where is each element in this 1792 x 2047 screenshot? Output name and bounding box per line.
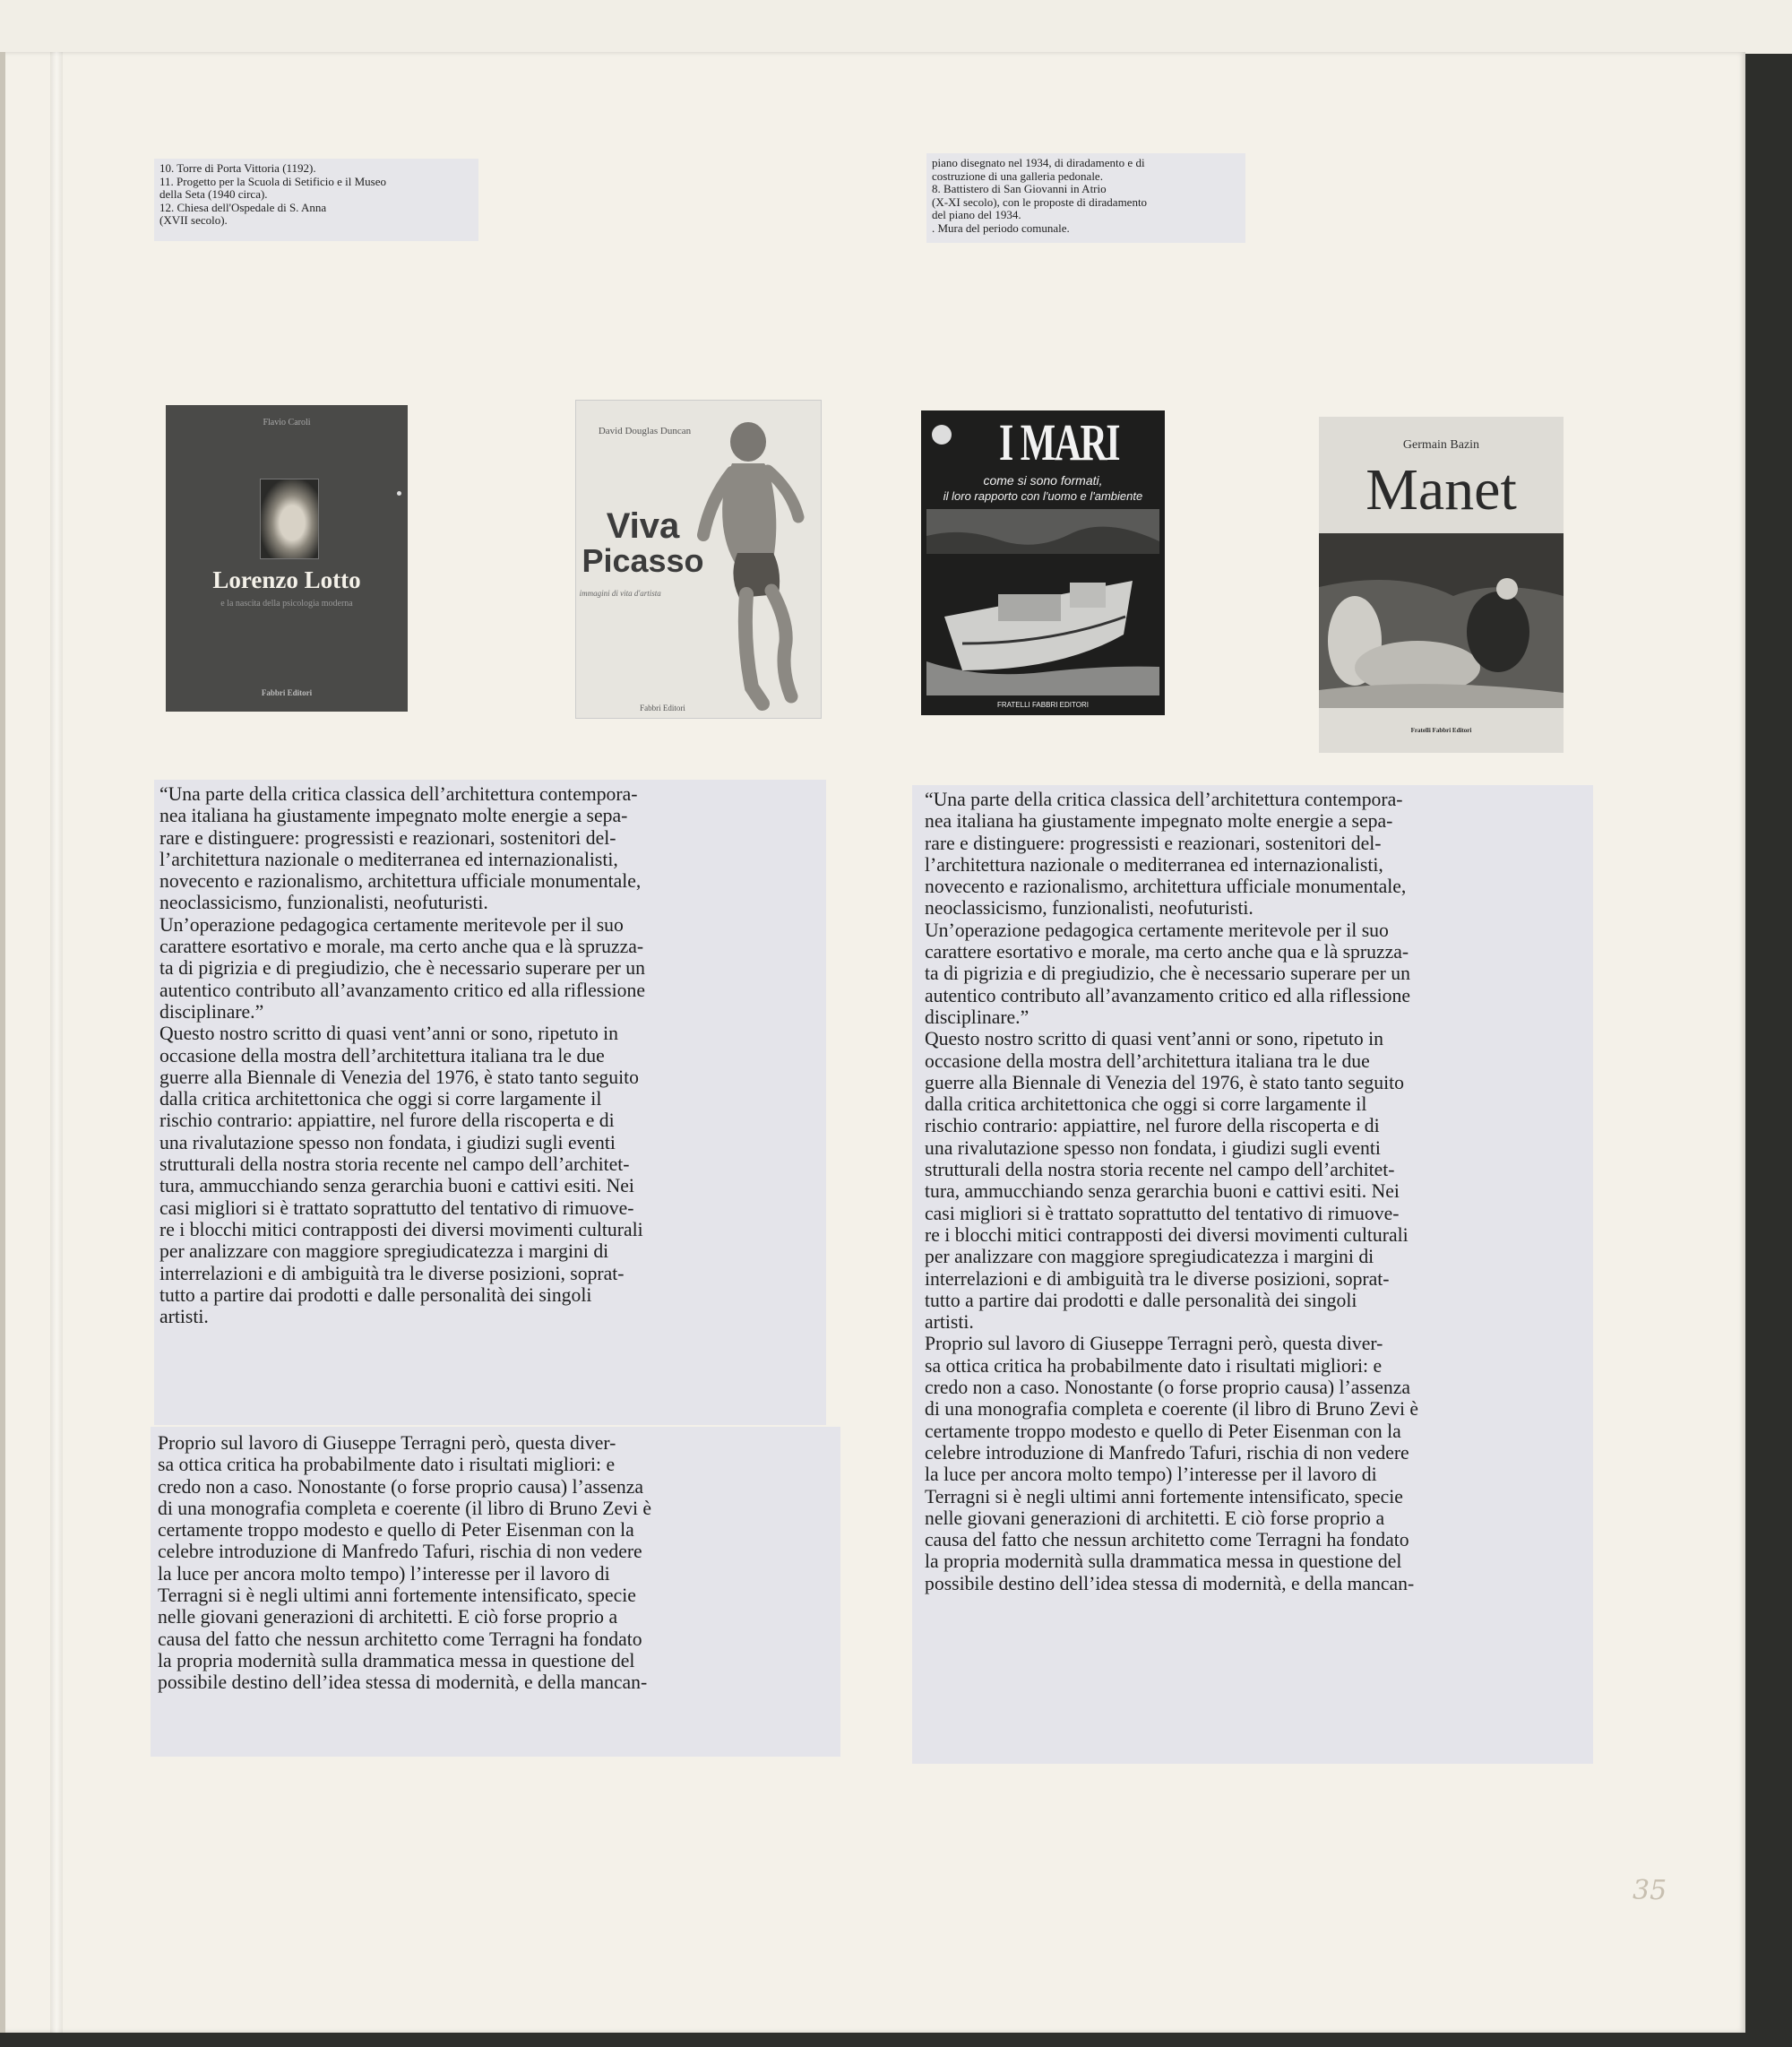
- text-line: possibile destino dell’idea stessa di modernità, e della mancan-: [925, 1572, 1415, 1594]
- text-line: possibile destino dell’idea stessa di modernità, e della mancan-: [158, 1671, 648, 1694]
- text-line: la propria modernità sulla drammatica messa in questione del: [925, 1550, 1402, 1573]
- book-author: Germain Bazin: [1402, 438, 1480, 452]
- decorative-dot: [397, 491, 401, 496]
- book-subtitle-line1: come si sono formati,: [983, 473, 1103, 488]
- book-title: I MARI: [998, 413, 1120, 471]
- text-line: celebre introduzione di Manfredo Tafuri, rischia di non vedere: [158, 1541, 642, 1563]
- book-title-line2: Picasso: [582, 542, 704, 579]
- book-publisher: Fabbri Editori: [640, 704, 685, 713]
- text-line: strutturali della nostra storia recente nel campo dell’architet-: [925, 1159, 1395, 1181]
- text-line: strutturali della nostra storia recente nel campo dell’architet-: [159, 1153, 630, 1176]
- text-line: re i blocchi mitici contrapposti dei diversi movimenti culturali: [159, 1218, 643, 1240]
- book-title-line1: Viva: [606, 506, 680, 546]
- caption-line: della Seta (1940 circa).: [159, 187, 268, 201]
- page-gutter-fold: [50, 52, 63, 2033]
- text-line: re i blocchi mitici contrapposti dei diversi movimenti culturali: [925, 1223, 1409, 1246]
- text-line: per analizzare con maggiore spregiudicatezza i margini di: [925, 1246, 1374, 1268]
- scan-background: [0, 0, 1792, 54]
- text-line: rare e distinguere: progressisti e reazionari, sostenitori del-: [159, 826, 616, 849]
- caption-clipping-left: [154, 159, 478, 241]
- painting-image: [1319, 533, 1564, 708]
- text-line: tutto a partire dai prodotti e dalle personalità dei singoli: [159, 1283, 592, 1306]
- portrait-image: [260, 479, 319, 559]
- text-line: artisti.: [159, 1306, 209, 1328]
- caption-line: del piano del 1934.: [932, 208, 1021, 221]
- text-line: per analizzare con maggiore spregiudicatezza i margini di: [159, 1240, 609, 1263]
- publisher-logo-icon: [932, 425, 952, 445]
- book-author: David Douglas Duncan: [598, 426, 692, 436]
- text-line: di una monografia completa e coerente (il libro di Bruno Zevi è: [158, 1497, 652, 1519]
- caption-line: 12. Chiesa dell'Ospedale di S. Anna: [159, 200, 327, 214]
- text-line: ta di pigrizia e di pregiudizio, che è necessario superare per un: [925, 963, 1410, 985]
- text-line: tura, ammucchiando senza gerarchia buoni e cattivi esiti. Nei: [925, 1180, 1400, 1203]
- text-line: carattere esortativo e morale, ma certo anche qua e là spruzza-: [159, 936, 644, 958]
- text-line: interrelazioni e di ambiguità tra le diverse posizioni, soprat-: [159, 1262, 625, 1284]
- text-line: neoclassicismo, funzionalisti, neofuturisti.: [925, 897, 1254, 920]
- book-publisher: Fabbri Editori: [261, 688, 313, 697]
- page-number: 35: [1633, 1875, 1667, 1906]
- page-gutter-edge: [0, 52, 5, 2033]
- text-line: la propria modernità sulla drammatica messa in questione del: [158, 1649, 635, 1671]
- text-line: rare e distinguere: progressisti e reazionari, sostenitori del-: [925, 832, 1382, 854]
- text-line: neoclassicismo, funzionalisti, neofuturisti.: [159, 892, 488, 914]
- text-line: credo non a caso. Nonostante (o forse proprio causa) l’assenza: [925, 1377, 1410, 1399]
- text-clipping-left-lower: [151, 1427, 840, 1757]
- text-line: Un’operazione pedagogica certamente meritevole per il suo: [925, 919, 1389, 941]
- book-subtitle: immagini di vita d'artista: [579, 589, 661, 598]
- book-title: Manet: [1366, 457, 1517, 523]
- caption-line: (XVII secolo).: [159, 213, 228, 227]
- text-line: guerre alla Biennale di Venezia del 1976, è stato tanto seguito: [159, 1066, 639, 1088]
- text-line: autentico contributo all’avanzamento critico ed alla riflessione: [925, 984, 1410, 1006]
- text-line: “Una parte della critica classica dell’architettura contempora-: [159, 783, 638, 805]
- book-author: Flavio Caroli: [263, 418, 311, 428]
- text-line: Questo nostro scritto di quasi vent’anni or sono, ripetuto in: [925, 1028, 1383, 1050]
- text-line: carattere esortativo e morale, ma certo anche qua e là spruzza-: [925, 941, 1409, 963]
- book-title: Lorenzo Lotto: [212, 566, 361, 593]
- caption-line: piano disegnato nel 1934, di diradamento e di: [932, 156, 1145, 169]
- text-line: certamente troppo modesto e quello di Peter Eisenman con la: [925, 1420, 1401, 1442]
- text-line: dalla critica architettonica che oggi si corre largamente il: [159, 1088, 602, 1110]
- text-line: Questo nostro scritto di quasi vent’anni or sono, ripetuto in: [159, 1023, 618, 1045]
- caption-clipping-right: [926, 153, 1245, 243]
- text-line: nea italiana ha giustamente impegnato molte energie a sepa-: [925, 810, 1393, 833]
- text-line: ta di pigrizia e di pregiudizio, che è necessario superare per un: [159, 957, 645, 980]
- text-line: Terragni si è negli ultimi anni fortemente intensificato, specie: [925, 1485, 1403, 1507]
- text-line: Terragni si è negli ultimi anni fortemente intensificato, specie: [158, 1585, 636, 1607]
- text-line: autentico contributo all’avanzamento critico ed alla riflessione: [159, 979, 645, 1001]
- text-line: disciplinare.”: [159, 1000, 264, 1023]
- caption-line: . Mura del periodo comunale.: [932, 220, 1070, 235]
- text-line: rischio contrario: appiattire, nel furore della riscoperta e di: [925, 1115, 1380, 1137]
- caption-line: costruzione di una galleria pedonale.: [932, 168, 1103, 183]
- caption-line: 11. Progetto per la Scuola di Setificio e il Museo: [159, 174, 386, 188]
- text-line: credo non a caso. Nonostante (o forse proprio causa) l’assenza: [158, 1475, 643, 1498]
- text-line: guerre alla Biennale di Venezia del 1976, è stato tanto seguito: [925, 1071, 1404, 1093]
- text-line: nea italiana ha giustamente impegnato molte energie a sepa-: [159, 805, 628, 827]
- text-line: rischio contrario: appiattire, nel furore della riscoperta e di: [159, 1110, 615, 1132]
- caption-line: (X-XI secolo), con le proposte di diradamento: [932, 194, 1148, 209]
- text-line: una rivalutazione spesso non fondata, i giudizi sugli eventi: [925, 1136, 1381, 1159]
- text-line: dalla critica architettonica che oggi si corre largamente il: [925, 1093, 1367, 1116]
- ship-illustration-image: [926, 509, 1159, 695]
- text-line: sa ottica critica ha probabilmente dato i risultati migliori: e: [158, 1454, 616, 1476]
- text-line: causa del fatto che nessun architetto come Terragni ha fondato: [925, 1529, 1409, 1551]
- book-cover-manet: [1319, 417, 1564, 753]
- text-line: occasione della mostra dell’architettura italiana tra le due: [159, 1044, 605, 1067]
- text-line: sa ottica critica ha probabilmente dato i risultati migliori: e: [925, 1354, 1383, 1377]
- text-line: tura, ammucchiando senza gerarchia buoni e cattivi esiti. Nei: [159, 1175, 634, 1197]
- text-line: la luce per ancora molto tempo) l’interesse per il lavoro di: [158, 1562, 610, 1585]
- text-line: di una monografia completa e coerente (il libro di Bruno Zevi è: [925, 1398, 1419, 1421]
- text-line: causa del fatto che nessun architetto come Terragni ha fondato: [158, 1628, 642, 1650]
- text-line: novecento e razionalismo, architettura ufficiale monumentale,: [159, 870, 642, 893]
- book-publisher: FRATELLI FABBRI EDITORI: [997, 701, 1089, 709]
- text-line: “Una parte della critica classica dell’architettura contempora-: [925, 789, 1403, 810]
- book-subtitle: e la nascita della psicologia moderna: [220, 599, 353, 609]
- text-line: occasione della mostra dell’architettura italiana tra le due: [925, 1049, 1370, 1072]
- text-line: celebre introduzione di Manfredo Tafuri, rischia di non vedere: [925, 1441, 1409, 1464]
- text-line: nelle giovani generazioni di architetti. E ciò forse proprio a: [158, 1606, 618, 1628]
- text-clipping-right: [912, 785, 1593, 1764]
- book-subtitle-line2: il loro rapporto con l'uomo e l'ambiente: [943, 489, 1143, 503]
- text-line: tutto a partire dai prodotti e dalle personalità dei singoli: [925, 1289, 1357, 1311]
- text-line: interrelazioni e di ambiguità tra le diverse posizioni, soprat-: [925, 1267, 1390, 1290]
- text-line: una rivalutazione spesso non fondata, i giudizi sugli eventi: [159, 1131, 616, 1153]
- text-clipping-left-upper: [154, 780, 826, 1425]
- text-line: artisti.: [925, 1311, 974, 1334]
- caption-line: 10. Torre di Porta Vittoria (1192).: [159, 161, 316, 175]
- book-publisher: Fratelli Fabbri Editori: [1410, 727, 1472, 734]
- text-line: casi migliori si è trattato soprattutto del tentativo di rimuove-: [925, 1202, 1400, 1224]
- text-line: nelle giovani generazioni di architetti. E ciò forse proprio a: [925, 1507, 1385, 1529]
- text-line: Proprio sul lavoro di Giuseppe Terragni però, questa diver-: [158, 1432, 616, 1454]
- text-line: novecento e razionalismo, architettura ufficiale monumentale,: [925, 876, 1407, 898]
- text-line: casi migliori si è trattato soprattutto del tentativo di rimuove-: [159, 1196, 634, 1219]
- book-cover-lorenzo-lotto: [166, 405, 408, 712]
- text-line: l’architettura nazionale o mediterranea ed internazionalisti,: [925, 853, 1383, 876]
- caption-line: 8. Battistero di San Giovanni in Atrio: [932, 182, 1107, 195]
- text-line: la luce per ancora molto tempo) l’interesse per il lavoro di: [925, 1464, 1377, 1486]
- text-line: l’architettura nazionale o mediterranea ed internazionalisti,: [159, 848, 618, 870]
- book-cover-i-mari: [921, 410, 1165, 715]
- text-line: Proprio sul lavoro di Giuseppe Terragni però, questa diver-: [925, 1333, 1383, 1355]
- text-line: disciplinare.”: [925, 1006, 1030, 1028]
- text-line: Un’operazione pedagogica certamente meritevole per il suo: [159, 913, 624, 936]
- text-line: certamente troppo modesto e quello di Peter Eisenman con la: [158, 1519, 634, 1542]
- book-cover-viva-picasso: [575, 400, 822, 719]
